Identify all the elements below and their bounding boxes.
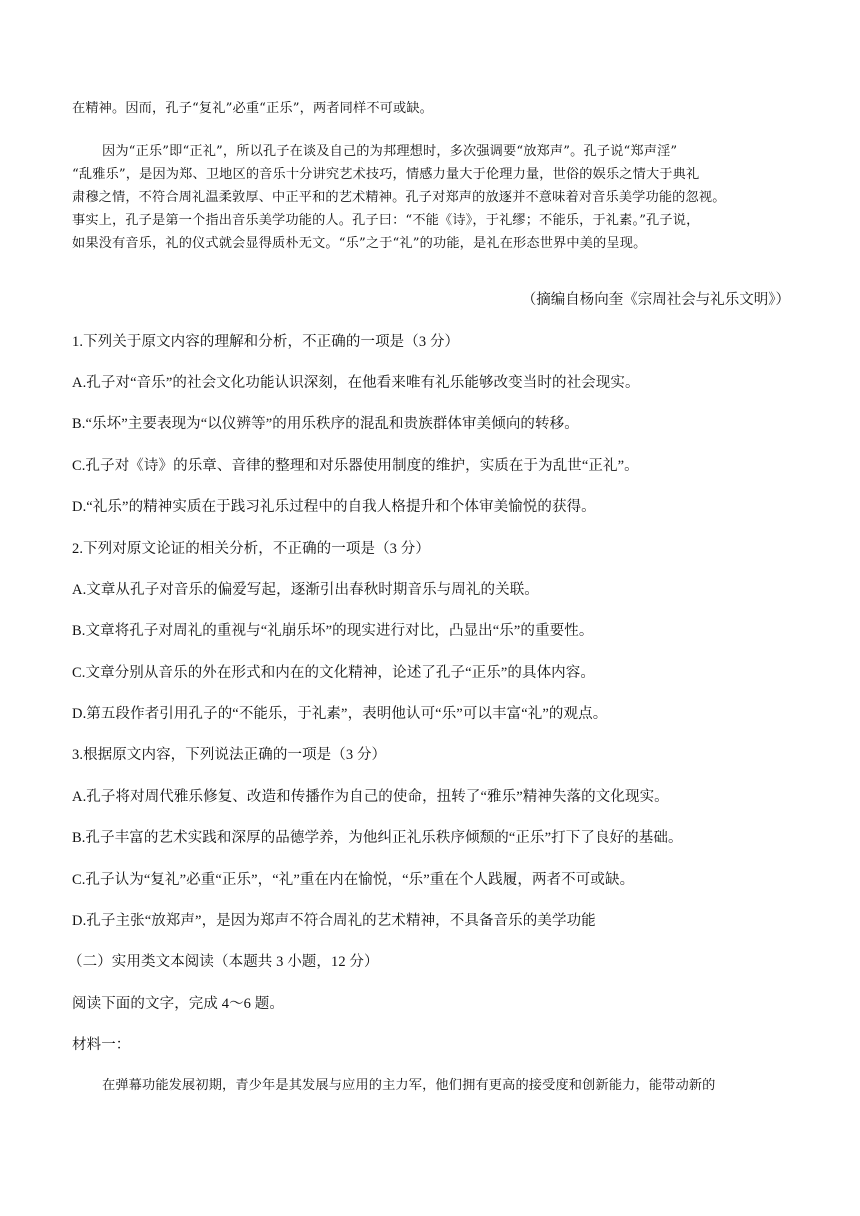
question-1-stem: 1.下列关于原文内容的理解和分析，不正确的一项是（3 分） bbox=[72, 334, 460, 350]
question-2-option-b: B.文章将孔子对周礼的重视与“礼崩乐坏”的现实进行对比，凸显出“乐”的重要性。 bbox=[72, 623, 594, 639]
passage-line: 事实上，孔子是第一个指出音乐美学功能的人。孔子曰：“不能《诗》，于礼缪；不能乐，于礼素。”孔子说， bbox=[72, 213, 700, 228]
section-2-instruction: 阅读下面的文字，完成 4～6 题。 bbox=[72, 996, 284, 1012]
passage-line: “乱雅乐”，是因为郑、卫地区的音乐十分讲究艺术技巧，情感力量大于伦理力量，世俗的娱乐之情大于典礼 bbox=[72, 167, 700, 182]
question-3-stem: 3.根据原文内容，下列说法正确的一项是（3 分） bbox=[72, 747, 387, 763]
passage-line: 因为“正乐”即“正礼”，所以孔子在谈及自己的为邦理想时，多次强调要“放郑声”。孔子说“郑声淫” bbox=[102, 144, 678, 159]
question-2-stem: 2.下列对原文论证的相关分析，不正确的一项是（3 分） bbox=[72, 541, 430, 557]
passage-continued-line: 在精神。因而，孔子“复礼”必重“正乐”，两者同样不可或缺。 bbox=[72, 101, 434, 116]
material-1-label: 材料一： bbox=[72, 1037, 131, 1053]
question-1-option-a: A.孔子对“音乐”的社会文化功能认识深刻，在他看来唯有礼乐能够改变当时的社会现实。 bbox=[72, 375, 640, 391]
passage-line: 如果没有音乐，礼的仪式就会显得质朴无文。“乐”之于“礼”的功能，是礼在形态世界中美的呈现。 bbox=[72, 236, 647, 251]
question-1-option-d: D.“礼乐”的精神实质在于践习礼乐过程中的自我人格提升和个体审美愉悦的获得。 bbox=[72, 499, 596, 515]
section-2-heading: （二）实用类文本阅读（本题共 3 小题，12 分） bbox=[68, 954, 379, 970]
material-1-first-line: 在弹幕功能发展初期，青少年是其发展与应用的主力军，他们拥有更高的接受度和创新能力，能带动新的 bbox=[102, 1078, 716, 1093]
question-3-option-b: B.孔子丰富的艺术实践和深厚的品德学养，为他纠正礼乐秩序倾颓的“正乐”打下了良好的基础。 bbox=[72, 830, 683, 846]
question-2-option-c: C.文章分别从音乐的外在形式和内在的文化精神，论述了孔子“正乐”的具体内容。 bbox=[72, 665, 595, 681]
question-1-option-c: C.孔子对《诗》的乐章、音律的整理和对乐器使用制度的维护，实质在于为乱世“正礼”。 bbox=[72, 458, 639, 474]
question-3-option-c: C.孔子认为“复礼”必重“正乐”，“礼”重在内在愉悦，“乐”重在个人践履，两者不可或缺。 bbox=[72, 872, 635, 888]
passage-source: （摘编自杨向奎《宗周社会与礼乐文明》） bbox=[521, 292, 790, 308]
passage-line: 肃穆之情，不符合周礼温柔敦厚、中正平和的艺术精神。孔子对郑声的放逐并不意味着对音乐美学功能的忽视。 bbox=[72, 190, 726, 205]
question-3-option-d: D.孔子主张“放郑声”，是因为郑声不符合周礼的艺术精神，不具备音乐的美学功能 bbox=[72, 913, 596, 929]
question-3-option-a: A.孔子将对周代雅乐修复、改造和传播作为自己的使命，扭转了“雅乐”精神失落的文化现实。 bbox=[72, 789, 669, 805]
question-1-option-b: B.“乐坏”主要表现为“以仪辨等”的用乐秩序的混乱和贵族群体审美倾向的转移。 bbox=[72, 416, 579, 432]
question-2-option-a: A.文章从孔子对音乐的偏爱写起，逐渐引出春秋时期音乐与周礼的关联。 bbox=[72, 582, 539, 598]
question-2-option-d: D.第五段作者引用孔子的“不能乐，于礼素”，表明他认可“乐”可以丰富“礼”的观点。 bbox=[72, 706, 608, 722]
